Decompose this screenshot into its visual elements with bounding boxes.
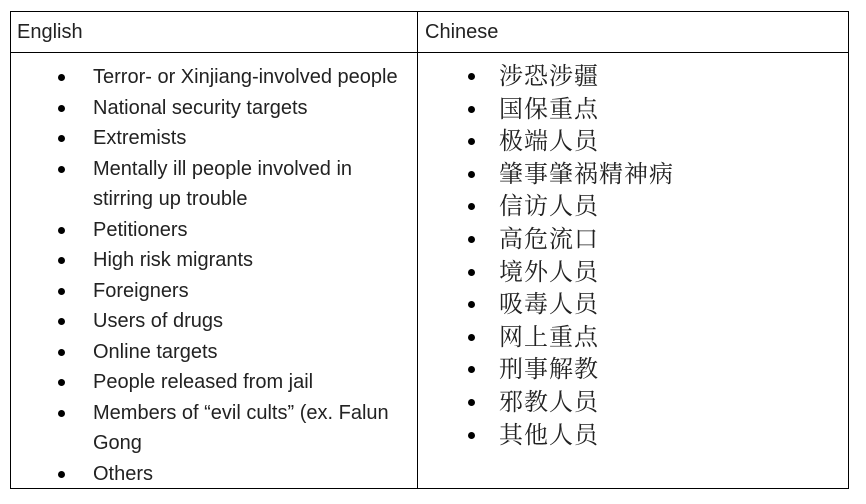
item-text: 涉恐涉疆 (499, 62, 599, 90)
bullet-icon (468, 399, 475, 406)
list-item (11, 337, 415, 368)
bullet-icon (468, 106, 475, 113)
item-text: Foreigners (93, 279, 189, 302)
bullet-icon (58, 410, 65, 417)
item-text: 其他人员 (499, 420, 599, 449)
item-text: Terror- or Xinjiang-involved people (93, 66, 398, 88)
item-text: 极端人员 (499, 127, 599, 156)
list-item (11, 276, 415, 307)
list-item (419, 353, 839, 386)
bullet-icon (468, 171, 475, 178)
list-item (11, 154, 415, 215)
list-item (11, 367, 415, 398)
bullet-icon (58, 227, 65, 234)
list-item (419, 223, 839, 256)
header-divider (11, 52, 848, 53)
bullet-icon (58, 257, 65, 264)
item-text: 邪教人员 (499, 387, 599, 416)
item-text: 信访人员 (499, 192, 599, 221)
item-text: Mentally ill people involved in stirring up trouble (93, 157, 353, 210)
item-text: 国保重点 (499, 94, 599, 123)
list-item (11, 93, 415, 124)
bullet-icon (58, 166, 65, 173)
item-text: Petitioners (93, 218, 188, 241)
list-item (419, 256, 839, 289)
bullet-icon (58, 105, 65, 112)
list-item (419, 190, 839, 223)
list-item (11, 398, 415, 459)
bullet-icon (58, 288, 65, 295)
item-text: Members of “evil cults” (ex. Falun Gong (93, 401, 389, 454)
bullet-icon (58, 318, 65, 325)
list-item (419, 386, 839, 419)
list-item (419, 321, 839, 354)
item-text: 吸毒人员 (499, 290, 599, 319)
list-item (11, 62, 415, 93)
list-item (419, 288, 839, 321)
list-item (419, 125, 839, 158)
bullet-icon (468, 301, 475, 308)
list-item (11, 123, 415, 154)
item-text: 肇事肇祸精神病 (499, 159, 674, 188)
bullet-icon (468, 269, 475, 276)
item-text: 网上重点 (499, 322, 599, 351)
list-item (419, 419, 839, 452)
list-item (11, 306, 415, 337)
bullet-icon (58, 471, 65, 478)
bullet-icon (58, 74, 65, 81)
item-text: 刑事解教 (499, 355, 599, 384)
chinese-header: Chinese (425, 21, 499, 43)
item-text: High risk migrants (93, 249, 254, 271)
list-item (419, 158, 839, 191)
bullet-icon (58, 379, 65, 386)
item-text: 境外人员 (499, 257, 599, 286)
bullet-icon (468, 73, 475, 80)
list-item (11, 459, 415, 490)
item-text: Online targets (93, 340, 218, 363)
item-text: National security targets (93, 96, 308, 119)
list-item (11, 245, 415, 276)
english-header: English (17, 21, 83, 43)
bullet-icon (468, 432, 475, 439)
item-text: 高危流口 (499, 224, 599, 253)
category-table (10, 11, 849, 489)
item-text: Users of drugs (93, 310, 224, 332)
bullet-icon (468, 203, 475, 210)
list-item (11, 215, 415, 246)
item-text: Others (93, 462, 154, 485)
chinese-list (419, 60, 839, 451)
bullet-icon (468, 236, 475, 243)
item-text: Extremists (93, 127, 187, 149)
bullet-icon (468, 138, 475, 145)
list-item (419, 93, 839, 126)
bullet-icon (58, 135, 65, 142)
bullet-icon (468, 334, 475, 341)
item-text: People released from jail (93, 371, 314, 393)
list-item (419, 60, 839, 93)
english-list (11, 62, 415, 489)
bullet-icon (468, 366, 475, 373)
bullet-icon (58, 349, 65, 356)
column-divider (417, 12, 418, 488)
